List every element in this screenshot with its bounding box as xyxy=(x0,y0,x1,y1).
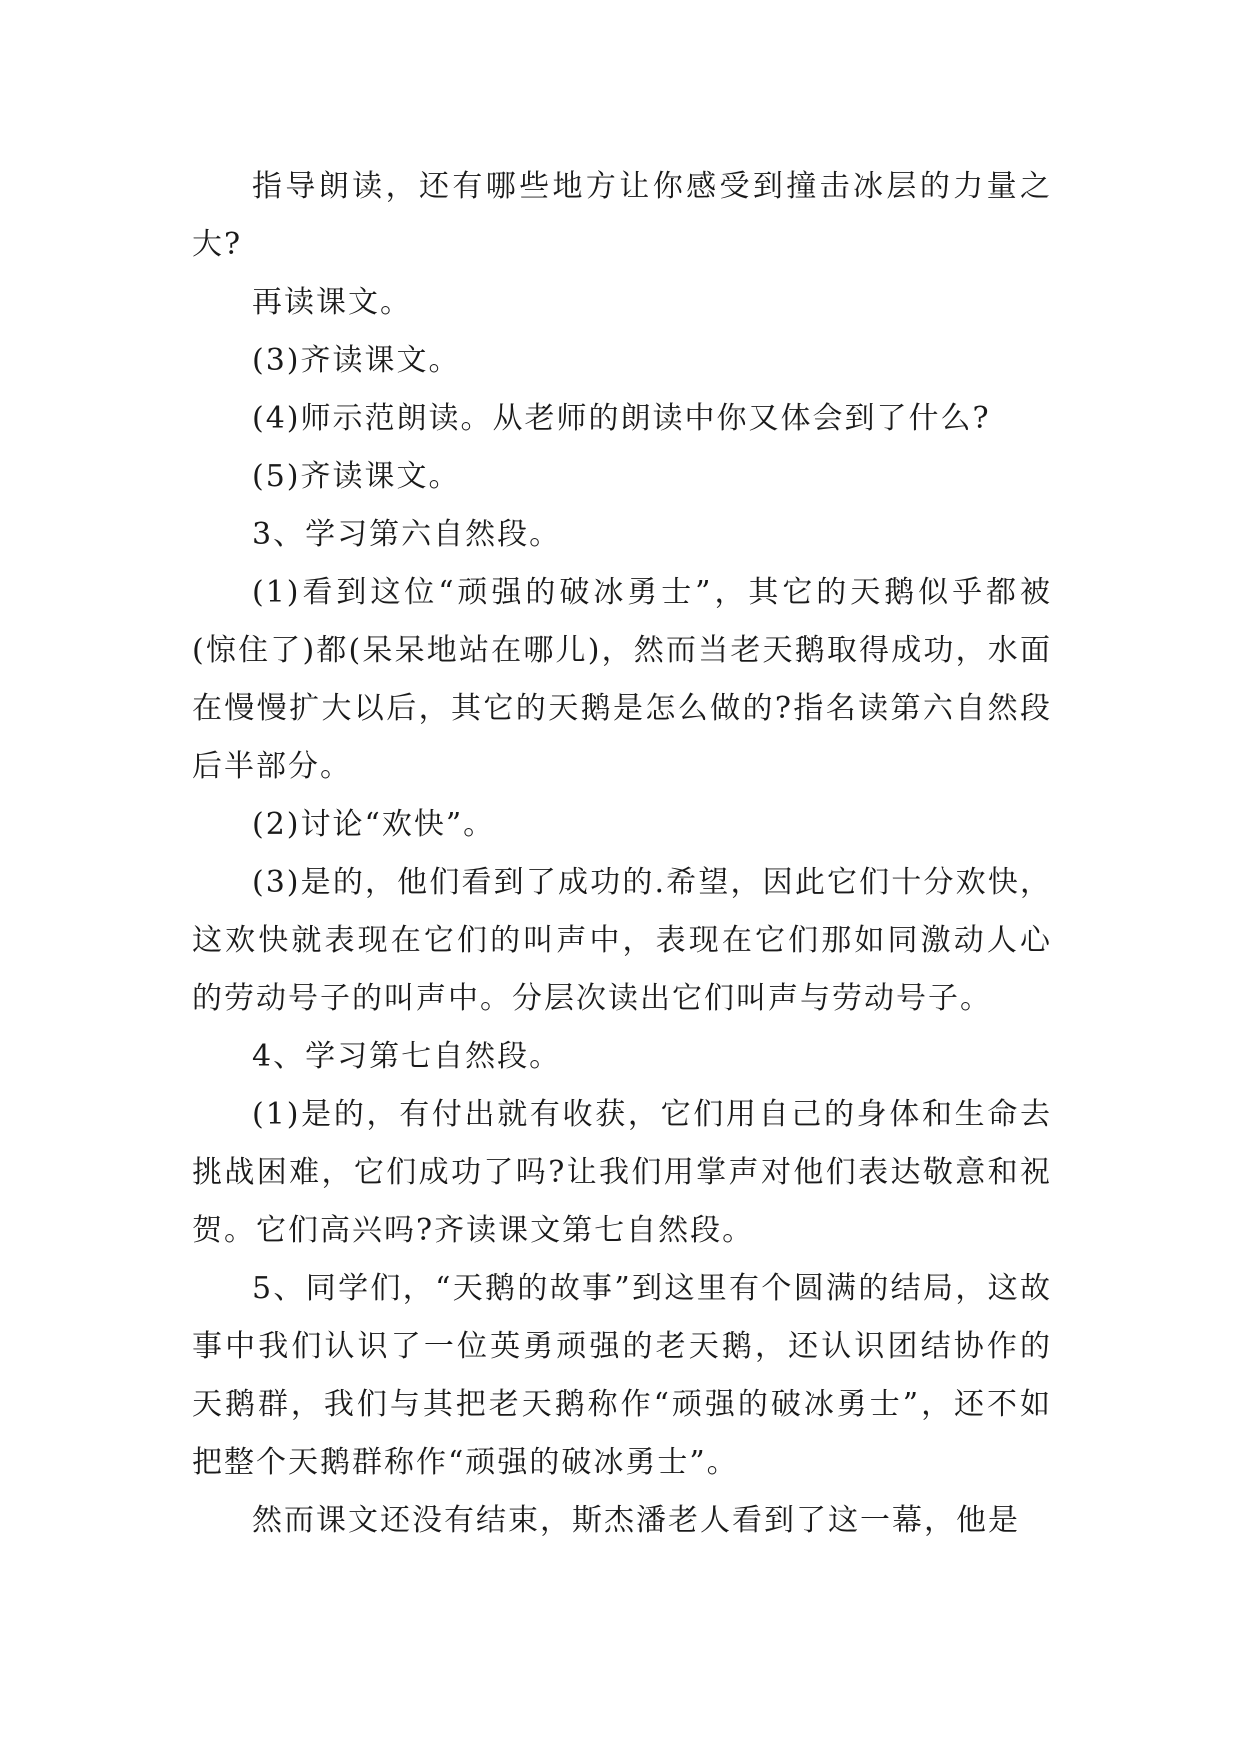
paragraph: 4、学习第七自然段。 xyxy=(252,1039,562,1074)
paragraph: (5)齐读课文。 xyxy=(252,459,461,494)
paragraph: 5、同学们，“天鹅的故事”到这里有个圆满的结局，这故事中我们认识了一位英勇顽强的老天鹅，还认识团结协作的天鹅群，我们与其把老天鹅称作“顽强的破冰勇士”，还不如把整个天鹅群称作“顽强的破冰勇士”。 xyxy=(192,1271,1052,1480)
paragraph: (4)师示范朗读。从老师的朗读中你又体会到了什么? xyxy=(252,401,991,436)
paragraph: (1)看到这位“顽强的破冰勇士”，其它的天鹅似乎都被(惊住了)都(呆呆地站在哪儿)，然而当老天鹅取得成功，水面在慢慢扩大以后，其它的天鹅是怎么做的?指名读第六自然段后半部分。 xyxy=(192,575,1052,784)
paragraph: 再读课文。 xyxy=(252,285,412,320)
paragraph: (2)讨论“欢快”。 xyxy=(252,807,496,842)
paragraph: (1)是的，有付出就有收获，它们用自己的身体和生命去挑战困难，它们成功了吗?让我们用掌声对他们表达敬意和祝贺。它们高兴吗?齐读课文第七自然段。 xyxy=(192,1097,1052,1248)
paragraph: (3)是的，他们看到了成功的.希望，因此它们十分欢快，这欢快就表现在它们的叫声中，表现在它们那如同激动人心的劳动号子的叫声中。分层次读出它们叫声与劳动号子。 xyxy=(192,865,1052,1016)
paragraph: 然而课文还没有结束，斯杰潘老人看到了这一幕，他是 xyxy=(252,1503,1020,1538)
paragraph: (3)齐读课文。 xyxy=(252,343,461,378)
paragraph: 3、学习第六自然段。 xyxy=(252,517,562,552)
paragraph: 指导朗读，还有哪些地方让你感受到撞击冰层的力量之大? xyxy=(192,169,1052,262)
document-body xyxy=(192,158,1052,1550)
